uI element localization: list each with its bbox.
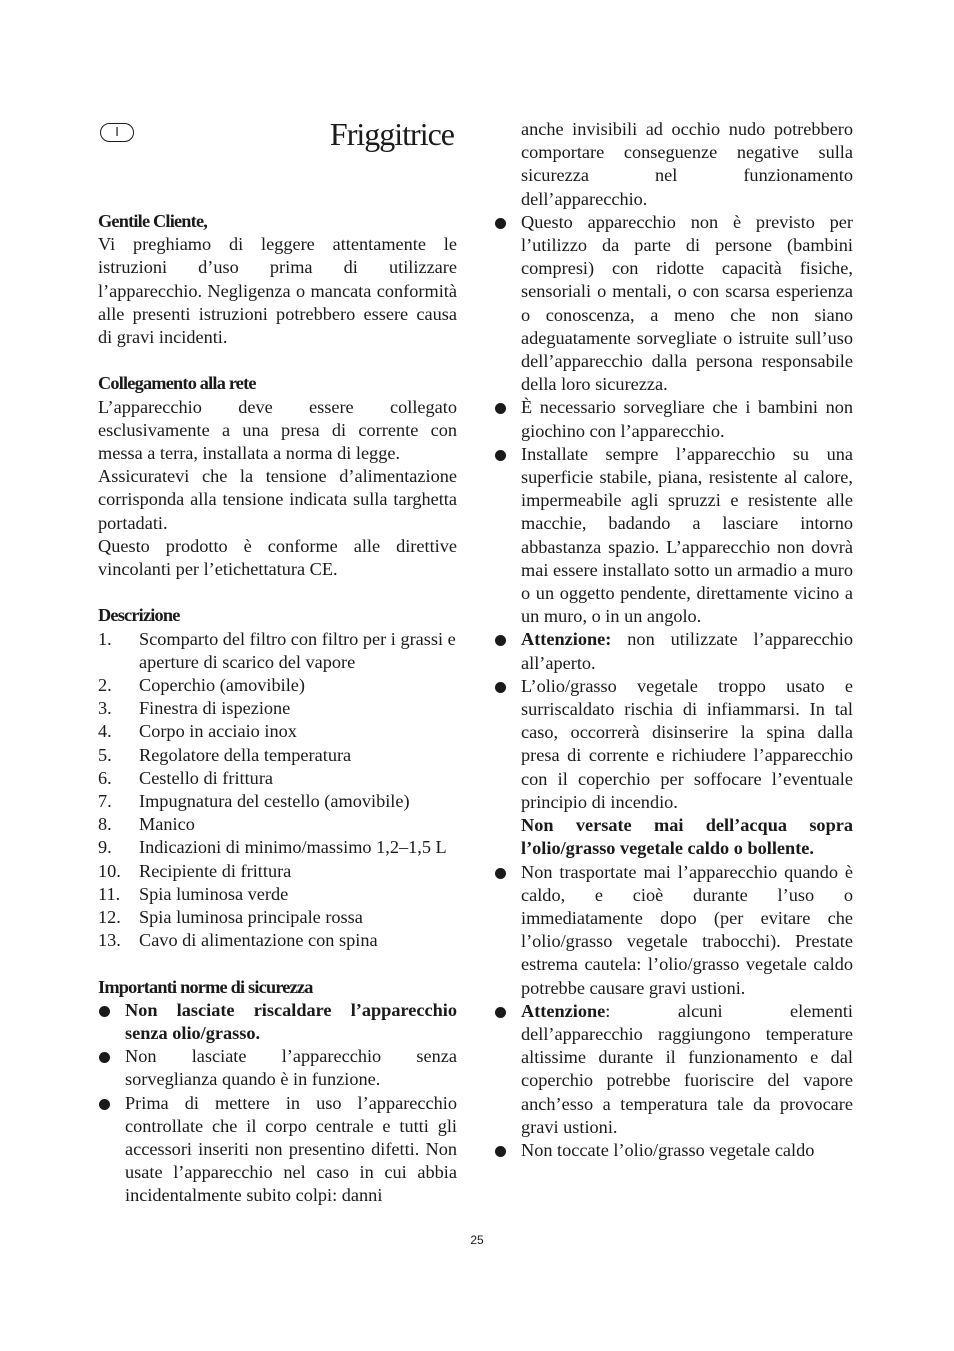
bullet-icon bbox=[495, 218, 506, 229]
bullet-item: Non lasciate l’apparecchio senza sorveglianza quando è in funzione. bbox=[98, 1045, 457, 1091]
list-item: 13. Cavo di alimentazione con spina bbox=[98, 930, 378, 951]
bullet-icon bbox=[495, 1146, 506, 1157]
list-item: 12. Spia luminosa principale rossa bbox=[98, 907, 363, 928]
safety-list-right bbox=[494, 211, 853, 1162]
right-column bbox=[494, 118, 853, 1162]
bullet-icon bbox=[495, 635, 506, 646]
bullet-item: L’olio/grasso vegetale troppo usato e surriscaldato rischia di infiammarsi. In tal caso, occorrerà disinserire la spina dalla presa di corrente e richiudere l’apparecchio con il coperchio per soffocare l’eventuale principio di incendio. Non versate mai dell’acqua sopra l’olio/grasso vegetale caldo o bollente. bbox=[494, 675, 853, 861]
bullet-icon bbox=[495, 450, 506, 461]
list-item: 3. Finestra di ispezione bbox=[98, 698, 291, 719]
connection-heading: Collegamento alla rete bbox=[98, 373, 256, 394]
list-item: 8. Manico bbox=[98, 814, 195, 835]
bullet-icon bbox=[99, 1052, 110, 1063]
list-item: 6. Cestello di frittura bbox=[98, 767, 274, 788]
bullet-item: Attenzione: non utilizzate l’apparecchio all’aperto. bbox=[494, 628, 853, 674]
list-item: 7. Impugnatura del cestello (amovibile) bbox=[98, 791, 410, 812]
list-item: 4. Corpo in acciaio inox bbox=[98, 721, 297, 742]
left-column bbox=[98, 210, 457, 1208]
language-badge: I bbox=[100, 123, 134, 142]
bullet-item: Questo apparecchio non è previsto per l’utilizzo da parte di persone (bambini compresi) con ridotte capacità fisiche, sensoriali o mentali, o con scarsa esperienza o conoscenza, a meno che non siano adeguatamente sorvegliate o istruite sull’uso dell’apparecchio dalla persona responsabile della loro sicurezza. bbox=[494, 211, 853, 397]
bullet-icon bbox=[99, 1099, 110, 1110]
page-title: Friggitrice bbox=[329, 116, 454, 152]
list-item: 9. Indicazioni di minimo/massimo 1,2–1,5 L bbox=[98, 837, 447, 858]
list-item: 5. Regolatore della temperatura bbox=[98, 744, 352, 765]
description-heading: Descrizione bbox=[98, 605, 180, 626]
description-list bbox=[98, 628, 457, 953]
connection-paragraph: L’apparecchio deve essere collegato esclusivamente a una presa di corrente con messa a terra, installata a norma di legge. bbox=[98, 396, 457, 464]
bullet-icon bbox=[495, 1007, 506, 1018]
list-item: 1. Scomparto del filtro con filtro per i grassi e aperture di scarico del vapore bbox=[98, 628, 456, 672]
bullet-icon bbox=[495, 682, 506, 693]
bullet-icon bbox=[495, 403, 506, 414]
bullet-item: Attenzione: alcuni elementi dell’apparecchio raggiungono temperature altissime durante il funzionamento e dal coperchio potrebbe fuoriscire del vapore anch’esso a temperatura tale da provocare gravi ustioni. bbox=[494, 1000, 853, 1139]
list-item: 11. Spia luminosa verde bbox=[98, 883, 289, 904]
greeting-text: Vi preghiamo di leggere attentamente le istruzioni d’uso prima di utilizzare l’apparecchio. Negligenza o mancata conformità alle presenti istruzioni potrebbero essere causa di gravi incidenti. bbox=[98, 234, 457, 348]
bullet-icon bbox=[495, 868, 506, 879]
safety-list-left bbox=[98, 999, 457, 1208]
bullet-item: Installate sempre l’apparecchio su una superficie stabile, piana, resistente al calore, impermeabile agli spruzzi e resistente alle macchie, badando a lasciare intorno abbastanza spazio. L’apparecchio non dovrà mai essere installato sotto un armadio a muro o un oggetto pendente, direttamente vicino a un muro, o in un angolo. bbox=[494, 443, 853, 629]
bullet-item: È necessario sorvegliare che i bambini non giochino con l’apparecchio. bbox=[494, 396, 853, 442]
safety-heading: Importanti norme di sicurezza bbox=[98, 976, 313, 997]
bullet-item: Non toccate l’olio/grasso vegetale caldo bbox=[494, 1139, 853, 1162]
list-item: 10. Recipiente di frittura bbox=[98, 860, 292, 881]
bullet-item: Non trasportate mai l’apparecchio quando è caldo, e cioè durante l’uso o immediatamente dopo (per evitare che l’olio/grasso vegetale trabocchi). Prestate estrema cautela: l’olio/grasso vegetale caldo potrebbe causare gravi ustioni. bbox=[494, 861, 853, 1000]
bullet-icon bbox=[99, 1006, 110, 1017]
continuation-text: anche invisibili ad occhio nudo potrebbero comportare conseguenze negative sulla sicurezza nel funzionamento dell’apparecchio. bbox=[521, 119, 853, 209]
bullet-item: Non lasciate riscaldare l’apparecchio senza olio/grasso. bbox=[98, 999, 457, 1045]
page-number: 25 bbox=[470, 1233, 484, 1247]
list-item: 2. Coperchio (amovibile) bbox=[98, 675, 306, 696]
connection-paragraph: Assicuratevi che la tensione d’alimentazione corrisponda alla tensione indicata sulla targhetta portadati. bbox=[98, 466, 457, 533]
bullet-item: Prima di mettere in uso l’apparecchio controllate che il corpo centrale e tutti gli accessori inseriti non presentino difetti. Non usate l’apparecchio nel caso in cui abbia incidentalmente subito colpi: danni bbox=[98, 1092, 457, 1208]
connection-paragraph: Questo prodotto è conforme alle direttive vincolanti per l’etichettatura CE. bbox=[98, 535, 457, 580]
greeting-heading: Gentile Cliente, bbox=[98, 211, 208, 231]
warning-text: Non versate mai dell’acqua sopra l’olio/grasso vegetale caldo o bollente. bbox=[521, 815, 853, 859]
